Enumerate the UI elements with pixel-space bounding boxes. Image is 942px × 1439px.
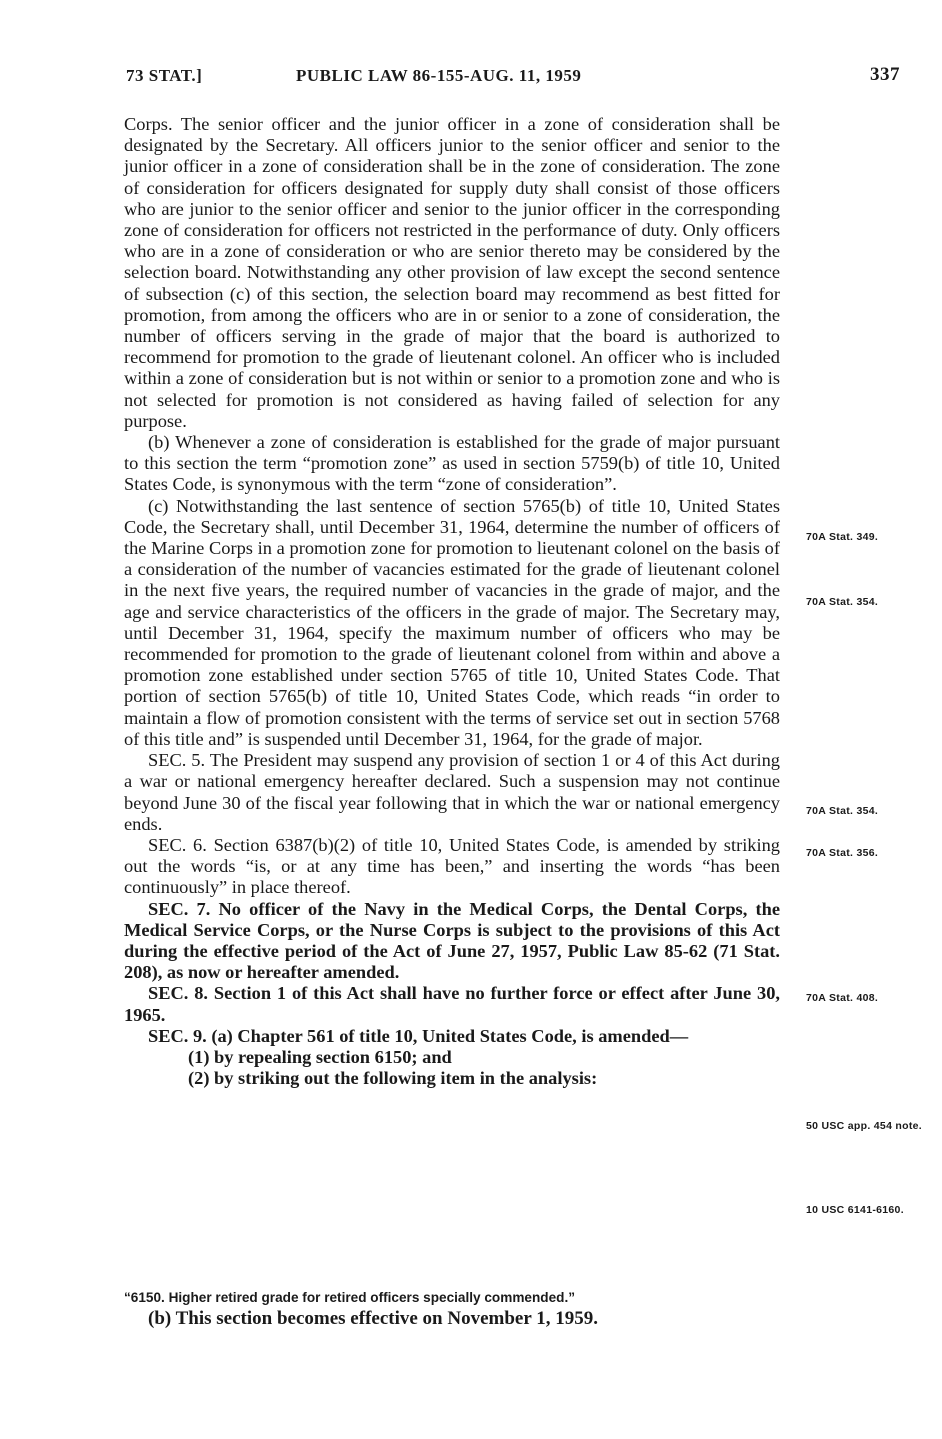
- list-item: (1) by repealing section 6150; and: [188, 1046, 452, 1067]
- analysis-item: “6150. Higher retired grade for retired officers specially commended.”: [124, 1290, 576, 1305]
- section-5: SEC. 5. The President may suspend any provision of section 1 or 4 of this Act during a war or national emergency hereafter declared. Such a suspension may not continue beyond June 30 of the fiscal year following that in which the war or national emergency ends.: [124, 750, 780, 834]
- margin-note: 50 USC app. 454 note.: [806, 1120, 923, 1132]
- header-citation: 73 STAT.]: [126, 66, 203, 85]
- section-8: SEC. 8. Section 1 of this Act shall have no further force or effect after June 30, 1965.: [124, 983, 780, 1025]
- margin-note: 70A Stat. 356.: [806, 847, 879, 859]
- page-number: 337: [870, 64, 900, 85]
- margin-note: 70A Stat. 408.: [806, 992, 879, 1004]
- paragraph-c: (c) Notwithstanding the last sentence of section 5765(b) of title 10, United States Code, the Secretary shall, until December 31, 1964, determine the number of officers of the Marine Corps in a promotion zone for promotion to lieutenant colonel on the basis of a consideration of the number of vacancies estimated for the grade of lieutenant colonel in the next five years, the required number of vacancies in the grade of major, and the age and service characteristics of the officers in the grade of major. The Secretary may, until December 31, 1964, specify the maximum number of officers who may be recommended for promotion to the grade of lieutenant colonel from within and above a promotion zone established under section 5765 of title 10, United States Code. That portion of section 5765(b) of title 10, United States Code, which reads “in order to maintain a flow of promotion consistent with the terms of service set out in section 5768 of this title and” is suspended until December 31, 1964, for the grade of major.: [124, 495, 780, 749]
- paragraph-continuation: Corps. The senior officer and the junior officer in a zone of consideration shall be designated by the Secretary. All officers junior to the senior officer and senior to the junior officer in a zone of consideration shall be in the zone of consideration. The zone of consideration for officers designated for supply duty shall consist of those officers who are junior to the senior officer and senior to the junior officer in the corresponding zone of consideration for officers not restricted in the performance of duty. Only officers who are in a zone of consideration or who are senior thereto may be considered by the selection board. Notwithstanding any other provision of law except the second sentence of subsection (c) of this section, the selection board may recommend as best fitted for promotion, from among the officers who are in or senior to a zone of consideration, the number of officers serving in the grade of major that the board is authorized to recommend for promotion to the grade of lieutenant colonel. An officer who is included within a zone of consideration but is not within or senior to a promotion zone and who is not selected for promotion is not considered as having failed of selection for any purpose.: [124, 114, 780, 431]
- margin-note: 70A Stat. 349.: [806, 531, 879, 543]
- statute-body: [124, 114, 780, 1089]
- margin-note: 10 USC 6141-6160.: [806, 1204, 904, 1216]
- margin-note: 70A Stat. 354.: [806, 805, 879, 817]
- list-item: (2) by striking out the following item in the analysis:: [188, 1068, 598, 1089]
- final-paragraph: (b) This section becomes effective on November 1, 1959.: [148, 1308, 598, 1329]
- section-6: SEC. 6. Section 6387(b)(2) of title 10, United States Code, is amended by striking out the words “is, or at any time has been,” and inserting the words “has been continuously” in place thereof.: [124, 834, 780, 898]
- section-9: SEC. 9. (a) Chapter 561 of title 10, United States Code, is amended—: [148, 1025, 689, 1046]
- paragraph-b: (b) Whenever a zone of consideration is established for the grade of major pursuant to this section the term “promotion zone” as used in section 5759(b) of title 10, United States Code, is synonymous with the term “zone of consideration”.: [124, 432, 780, 495]
- header-title: PUBLIC LAW 86-155-AUG. 11, 1959: [296, 66, 582, 85]
- section-7: SEC. 7. No officer of the Navy in the Medical Corps, the Dental Corps, the Medical Service Corps, or the Nurse Corps is subject to the provisions of this Act during the effective period of the Act of June 27, 1957, Public Law 85-62 (71 Stat. 208), as now or hereafter amended.: [124, 898, 780, 983]
- margin-note: 70A Stat. 354.: [806, 596, 879, 608]
